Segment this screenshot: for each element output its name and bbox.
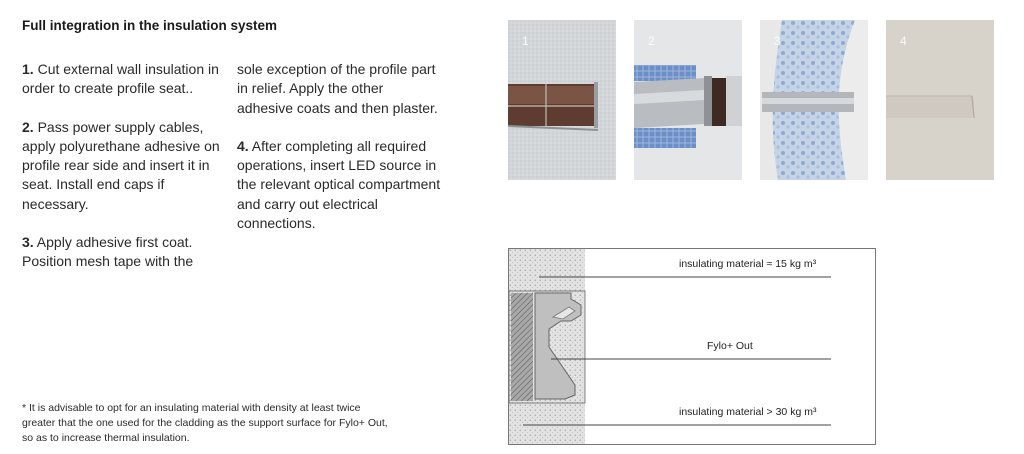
photo-4-number: 4 [900,34,907,48]
step-3 [22,233,232,272]
footnote: * It is advisable to opt for an insulating material with density at least twice greater that the one used for the cladding as the support surface for Fylo+ Out, so as to increase thermal insulation. [22,402,388,444]
photo-step-4 [886,20,994,180]
step-4-text: After completing all required operations, insert LED source in the relevant optical compartment and carry out electrical connections. [237,137,441,232]
label-high-density-insulation: insulating material > 30 kg m³ [679,406,817,418]
photo-step-1 [508,20,616,180]
step-3-continued: sole exception of the profile part in relief. Apply the other adhesive coats and then plaster. [237,61,438,116]
photo-step-3 [760,20,868,180]
label-fylo-out: Fylo+ Out [707,340,753,352]
photo-1-number: 1 [522,34,529,48]
step-4-number: 4. [237,137,249,154]
step-3-number: 3. [22,234,34,251]
step-1-text: Cut external wall insulation in order to create profile seat.. [22,61,219,97]
label-low-density-insulation: insulating material ≈ 15 kg m³ [679,258,817,270]
step-2-number: 2. [22,118,34,135]
instructions-column-1 [22,60,232,291]
page-title: Full integration in the insulation system [22,18,278,33]
photo-2-number: 2 [648,34,655,48]
step-1-number: 1. [22,61,34,77]
photo-3-number: 3 [774,34,781,48]
cross-section-diagram [508,248,876,445]
step-1 [22,60,232,99]
step-4 [237,137,442,233]
instructions-column-2 [237,60,442,252]
step-2 [22,118,232,214]
photo-step-2 [634,20,742,180]
step-2-text: Pass power supply cables, apply polyurethane adhesive on profile rear side and insert it in seat. Install end caps if necessary. [22,118,220,212]
step-3-text: Apply adhesive first coat. Position mesh tape with the [22,234,194,270]
